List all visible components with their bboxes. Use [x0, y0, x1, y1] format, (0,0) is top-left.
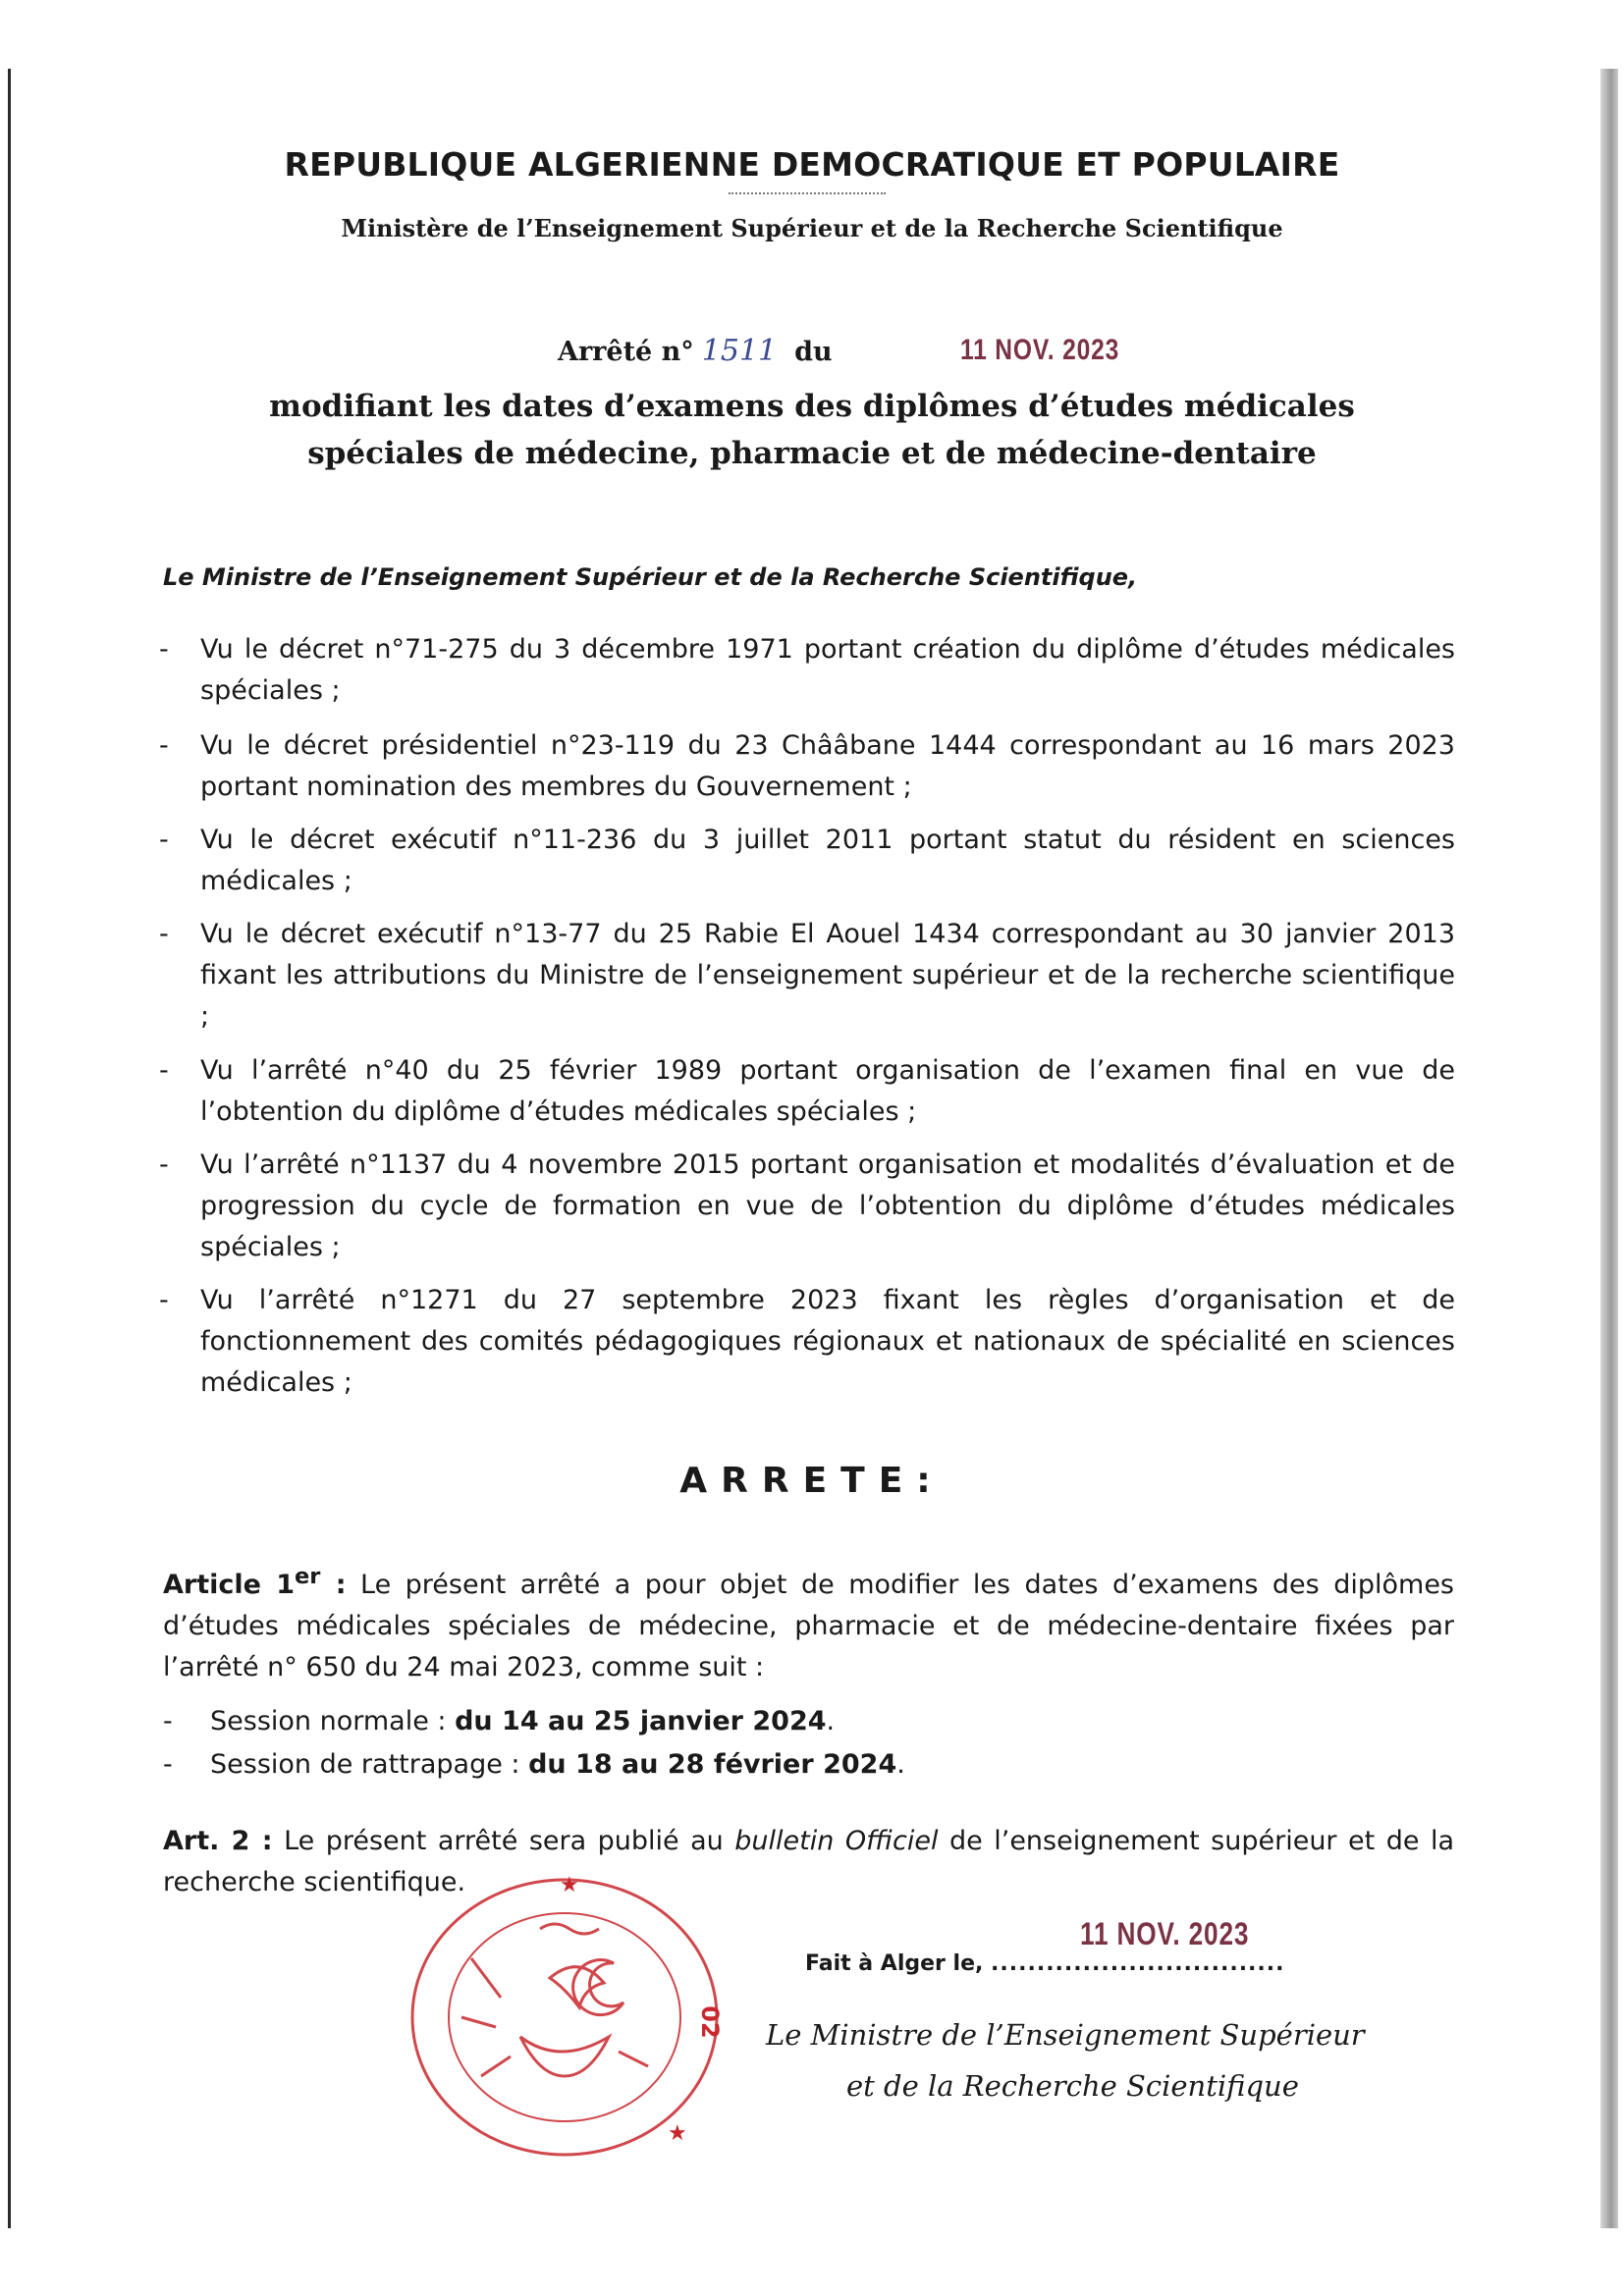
visa-item: [159, 725, 1455, 808]
visa-item: [159, 1145, 1455, 1268]
decree-number-line: [558, 334, 833, 368]
visa-text: Vu le décret exécutif n°13-77 du 25 Rabie El Aouel 1434 correspondant au 30 janvier 2013 fixant les attributions du Ministre de l’enseignement supérieur et de la recherche scientifique ;: [200, 919, 1455, 1032]
decree-prefix: Arrêté n°: [558, 337, 694, 367]
visa-text: Vu le décret exécutif n°11-236 du 3 juillet 2011 portant statut du résident en sciences médicales ;: [200, 825, 1455, 896]
article-1-sup: er: [295, 1564, 321, 1589]
seal-number: 02: [696, 2005, 724, 2039]
minister-line: Le Ministre de l’Enseignement Supérieur et de la Recherche Scientifique,: [163, 563, 1138, 591]
decree-date-stamp: 11 NOV. 2023: [960, 334, 1120, 366]
republic-title: REPUBLIQUE ALGERIENNE DEMOCRATIQUE ET POPULAIRE: [284, 145, 1340, 184]
title-divider: [729, 192, 886, 194]
session-item: [163, 1744, 905, 1786]
session-item: [163, 1701, 835, 1742]
ministry-title: Ministère de l’Enseignement Supérieur et de la Recherche Scientifique: [341, 214, 1283, 242]
article-2-label: Art. 2 :: [163, 1826, 273, 1856]
visa-text: Vu le décret présidentiel n°23-119 du 23 Chââbane 1444 correspondant au 16 mars 2023 portant nomination des membres du Gouvernement ;: [200, 730, 1455, 802]
visa-item: [159, 1280, 1455, 1404]
session-dates: du 18 au 28 février 2024: [528, 1749, 897, 1780]
decree-du: du: [794, 337, 833, 367]
visa-text: Vu le décret n°71-275 du 3 décembre 1971 portant création du diplôme d’études médicales spéciales ;: [200, 634, 1455, 706]
article-2: [163, 1821, 1454, 1903]
session-dash: -: [163, 1749, 173, 1780]
fait-label: Fait à Alger le,: [805, 1951, 984, 1976]
visa-text: Vu l’arrêté n°40 du 25 février 1989 portant organisation de l’examen final en vue de l’obtention du diplôme d’études médicales spéciales ;: [200, 1055, 1455, 1127]
session-end: .: [826, 1706, 836, 1736]
signature-title-line-1: Le Ministre de l’Enseignement Supérieur: [766, 2018, 1365, 2052]
article-1-text: Le présent arrêté a pour objet de modifier les dates d’examens des diplômes d’études médicales spéciales de médecine, pharmacie et de médecine-dentaire fixées par l’arrêté n° 650 du 24 mai 2023, comme suit :: [163, 1570, 1455, 1682]
article-1-colon: :: [320, 1570, 347, 1600]
seal-star-icon: ★: [668, 2121, 687, 2146]
visa-dash: -: [159, 1055, 169, 1086]
session-label: Session de rattrapage :: [210, 1749, 529, 1780]
article-2-italic: bulletin Officiel: [734, 1826, 939, 1856]
seal-star-icon: ★: [560, 1873, 579, 1897]
article-2-text-before: Le présent arrêté sera publié au: [272, 1826, 735, 1856]
visa-item: [159, 1050, 1455, 1133]
decree-subtitle-line-1: modifiant les dates d’examens des diplômes d’études médicales: [269, 389, 1355, 424]
article-1-label: Article 1: [163, 1570, 296, 1600]
article-2-text-after: de l’enseignement supérieur et de la recherche scientifique.: [163, 1826, 1454, 1897]
session-dates: du 14 au 25 janvier 2024: [455, 1706, 827, 1736]
decree-subtitle-line-2: spéciales de médecine, pharmacie et de médecine-dentaire: [307, 436, 1317, 471]
decree-number: 1511: [701, 334, 778, 368]
visa-item: [159, 914, 1455, 1038]
signature-title-line-2: et de la Recherche Scientifique: [846, 2069, 1299, 2103]
official-seal: [403, 1870, 727, 2164]
visa-item: [159, 629, 1455, 712]
visa-dash: -: [159, 919, 169, 949]
session-dash: -: [163, 1706, 173, 1736]
visa-dash: -: [159, 1285, 169, 1315]
decree-subtitle: [0, 383, 1624, 477]
signature-date-stamp: 11 NOV. 2023: [1080, 1916, 1250, 1951]
visa-text: Vu l’arrêté n°1137 du 4 novembre 2015 portant organisation et modalités d’évaluation et de progression du cycle de formation en vue de l’obtention du diplôme d’études médicales spéciales ;: [200, 1149, 1455, 1262]
fait-a-alger: [805, 1951, 1284, 1976]
article-1: [163, 1556, 1454, 1688]
session-label: Session normale :: [210, 1706, 456, 1736]
arrete-heading: ARRETE:: [679, 1461, 945, 1501]
visa-dash: -: [159, 1149, 169, 1180]
session-end: .: [896, 1749, 905, 1780]
visa-dash: -: [159, 825, 169, 855]
visa-dash: -: [159, 730, 169, 761]
visa-item: [159, 820, 1455, 902]
visa-dash: -: [159, 634, 169, 665]
fait-dots: ................................: [991, 1951, 1285, 1976]
visa-text: Vu l’arrêté n°1271 du 27 septembre 2023 fixant les règles d’organisation et de fonctionnement des comités pédagogiques régionaux et nationaux de spécialité en sciences médicales ;: [200, 1285, 1455, 1398]
